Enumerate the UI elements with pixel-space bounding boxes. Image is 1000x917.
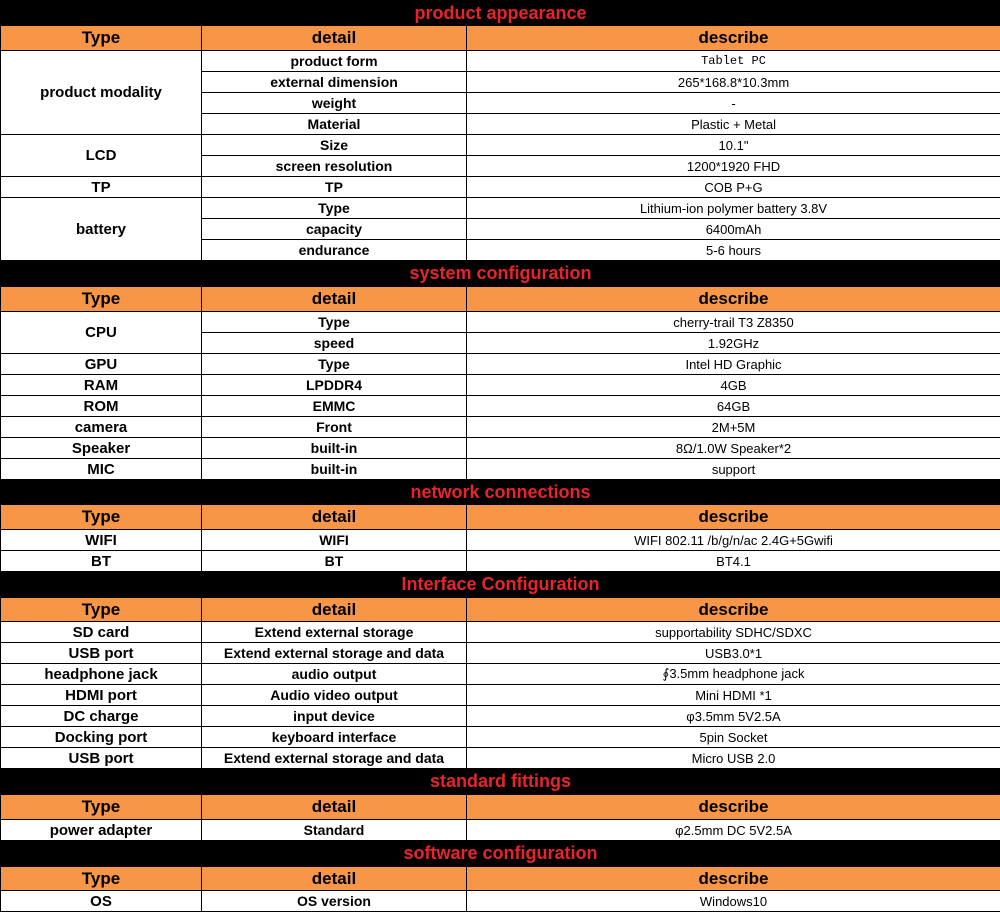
table-row bbox=[1, 459, 1000, 480]
type-cell: HDMI port bbox=[1, 685, 202, 706]
type-cell: MIC bbox=[1, 459, 202, 480]
describe-cell: Micro USB 2.0 bbox=[467, 748, 1000, 769]
section-title: Interface Configuration bbox=[1, 572, 1000, 598]
header-type: Type bbox=[1, 26, 202, 51]
detail-cell: Extend external storage and data bbox=[202, 748, 467, 769]
type-cell: camera bbox=[1, 417, 202, 438]
header-describe: describe bbox=[467, 867, 1000, 891]
header-describe: describe bbox=[467, 26, 1000, 51]
header-detail: detail bbox=[202, 287, 467, 312]
type-cell: battery bbox=[1, 198, 202, 261]
describe-cell: - bbox=[467, 93, 1000, 114]
detail-cell: built-in bbox=[202, 438, 467, 459]
table-row bbox=[1, 748, 1000, 769]
section-title-row bbox=[1, 572, 1000, 598]
type-cell: WIFI bbox=[1, 530, 202, 551]
detail-cell: OS version bbox=[202, 891, 467, 912]
type-cell: DC charge bbox=[1, 706, 202, 727]
detail-cell: built-in bbox=[202, 459, 467, 480]
section-title-row bbox=[1, 841, 1000, 867]
detail-cell: product form bbox=[202, 51, 467, 72]
detail-cell: Standard bbox=[202, 820, 467, 841]
describe-cell: 1200*1920 FHD bbox=[467, 156, 1000, 177]
table-row bbox=[1, 891, 1000, 912]
detail-cell: screen resolution bbox=[202, 156, 467, 177]
table-row bbox=[1, 643, 1000, 664]
header-type: Type bbox=[1, 505, 202, 530]
section-title: system configuration bbox=[1, 261, 1000, 287]
describe-cell: 4GB bbox=[467, 375, 1000, 396]
detail-cell: weight bbox=[202, 93, 467, 114]
type-cell: SD card bbox=[1, 622, 202, 643]
detail-cell: audio output bbox=[202, 664, 467, 685]
section-title: product appearance bbox=[1, 1, 1000, 26]
type-cell: CPU bbox=[1, 312, 202, 354]
type-cell: product modality bbox=[1, 51, 202, 135]
table-row bbox=[1, 685, 1000, 706]
describe-cell: cherry-trail T3 Z8350 bbox=[467, 312, 1000, 333]
header-describe: describe bbox=[467, 598, 1000, 622]
type-cell: Speaker bbox=[1, 438, 202, 459]
describe-cell: 1.92GHz bbox=[467, 333, 1000, 354]
describe-cell: BT4.1 bbox=[467, 551, 1000, 572]
detail-cell: Audio video output bbox=[202, 685, 467, 706]
table-row bbox=[1, 417, 1000, 438]
detail-cell: input device bbox=[202, 706, 467, 727]
table-row bbox=[1, 198, 1000, 219]
type-cell: USB port bbox=[1, 643, 202, 664]
type-cell: TP bbox=[1, 177, 202, 198]
type-cell: power adapter bbox=[1, 820, 202, 841]
detail-cell: EMMC bbox=[202, 396, 467, 417]
column-header-row bbox=[1, 795, 1000, 820]
detail-cell: Front bbox=[202, 417, 467, 438]
column-header-row bbox=[1, 26, 1000, 51]
table-row bbox=[1, 177, 1000, 198]
detail-cell: BT bbox=[202, 551, 467, 572]
table-row bbox=[1, 664, 1000, 685]
header-type: Type bbox=[1, 598, 202, 622]
detail-cell: speed bbox=[202, 333, 467, 354]
describe-cell: Intel HD Graphic bbox=[467, 354, 1000, 375]
describe-cell: 2M+5M bbox=[467, 417, 1000, 438]
describe-cell: 6400mAh bbox=[467, 219, 1000, 240]
header-detail: detail bbox=[202, 26, 467, 51]
type-cell: LCD bbox=[1, 135, 202, 177]
describe-cell: 265*168.8*10.3mm bbox=[467, 72, 1000, 93]
type-cell: ROM bbox=[1, 396, 202, 417]
detail-cell: LPDDR4 bbox=[202, 375, 467, 396]
table-row bbox=[1, 312, 1000, 333]
describe-cell: 5-6 hours bbox=[467, 240, 1000, 261]
describe-cell: WIFI 802.11 /b/g/n/ac 2.4G+5Gwifi bbox=[467, 530, 1000, 551]
header-describe: describe bbox=[467, 795, 1000, 820]
header-detail: detail bbox=[202, 795, 467, 820]
table-row bbox=[1, 727, 1000, 748]
column-header-row bbox=[1, 287, 1000, 312]
describe-cell: Plastic + Metal bbox=[467, 114, 1000, 135]
detail-cell: Material bbox=[202, 114, 467, 135]
detail-cell: Type bbox=[202, 354, 467, 375]
describe-cell: Windows10 bbox=[467, 891, 1000, 912]
describe-cell: φ2.5mm DC 5V2.5A bbox=[467, 820, 1000, 841]
table-row bbox=[1, 51, 1000, 72]
detail-cell: external dimension bbox=[202, 72, 467, 93]
header-type: Type bbox=[1, 867, 202, 891]
describe-cell: Mini HDMI *1 bbox=[467, 685, 1000, 706]
table-row bbox=[1, 375, 1000, 396]
type-cell: GPU bbox=[1, 354, 202, 375]
detail-cell: Type bbox=[202, 312, 467, 333]
table-row bbox=[1, 530, 1000, 551]
column-header-row bbox=[1, 867, 1000, 891]
detail-cell: Type bbox=[202, 198, 467, 219]
detail-cell: WIFI bbox=[202, 530, 467, 551]
header-describe: describe bbox=[467, 287, 1000, 312]
detail-cell: TP bbox=[202, 177, 467, 198]
column-header-row bbox=[1, 598, 1000, 622]
detail-cell: Extend external storage bbox=[202, 622, 467, 643]
describe-cell: 8Ω/1.0W Speaker*2 bbox=[467, 438, 1000, 459]
header-detail: detail bbox=[202, 867, 467, 891]
describe-cell: Lithium-ion polymer battery 3.8V bbox=[467, 198, 1000, 219]
type-cell: headphone jack bbox=[1, 664, 202, 685]
type-cell: USB port bbox=[1, 748, 202, 769]
header-detail: detail bbox=[202, 505, 467, 530]
header-type: Type bbox=[1, 287, 202, 312]
describe-cell: USB3.0*1 bbox=[467, 643, 1000, 664]
describe-cell: φ3.5mm 5V2.5A bbox=[467, 706, 1000, 727]
table-row bbox=[1, 622, 1000, 643]
header-describe: describe bbox=[467, 505, 1000, 530]
describe-cell: 10.1" bbox=[467, 135, 1000, 156]
table-row bbox=[1, 551, 1000, 572]
section-title: software configuration bbox=[1, 841, 1000, 867]
table-row bbox=[1, 135, 1000, 156]
header-detail: detail bbox=[202, 598, 467, 622]
table-row bbox=[1, 396, 1000, 417]
column-header-row bbox=[1, 505, 1000, 530]
section-title-row bbox=[1, 1, 1000, 26]
describe-cell: 64GB bbox=[467, 396, 1000, 417]
table-row bbox=[1, 354, 1000, 375]
detail-cell: capacity bbox=[202, 219, 467, 240]
type-cell: OS bbox=[1, 891, 202, 912]
detail-cell: keyboard interface bbox=[202, 727, 467, 748]
type-cell: BT bbox=[1, 551, 202, 572]
describe-cell: ∮3.5mm headphone jack bbox=[467, 664, 1000, 685]
describe-cell: Tablet PC bbox=[467, 51, 1000, 72]
table-row bbox=[1, 820, 1000, 841]
section-title: standard fittings bbox=[1, 769, 1000, 795]
describe-cell: COB P+G bbox=[467, 177, 1000, 198]
describe-cell: support bbox=[467, 459, 1000, 480]
section-title-row bbox=[1, 480, 1000, 505]
table-row bbox=[1, 706, 1000, 727]
describe-cell: 5pin Socket bbox=[467, 727, 1000, 748]
section-title-row bbox=[1, 769, 1000, 795]
header-type: Type bbox=[1, 795, 202, 820]
detail-cell: endurance bbox=[202, 240, 467, 261]
detail-cell: Size bbox=[202, 135, 467, 156]
section-title: network connections bbox=[1, 480, 1000, 505]
describe-cell: supportability SDHC/SDXC bbox=[467, 622, 1000, 643]
type-cell: Docking port bbox=[1, 727, 202, 748]
table-row bbox=[1, 438, 1000, 459]
detail-cell: Extend external storage and data bbox=[202, 643, 467, 664]
type-cell: RAM bbox=[1, 375, 202, 396]
section-title-row bbox=[1, 261, 1000, 287]
